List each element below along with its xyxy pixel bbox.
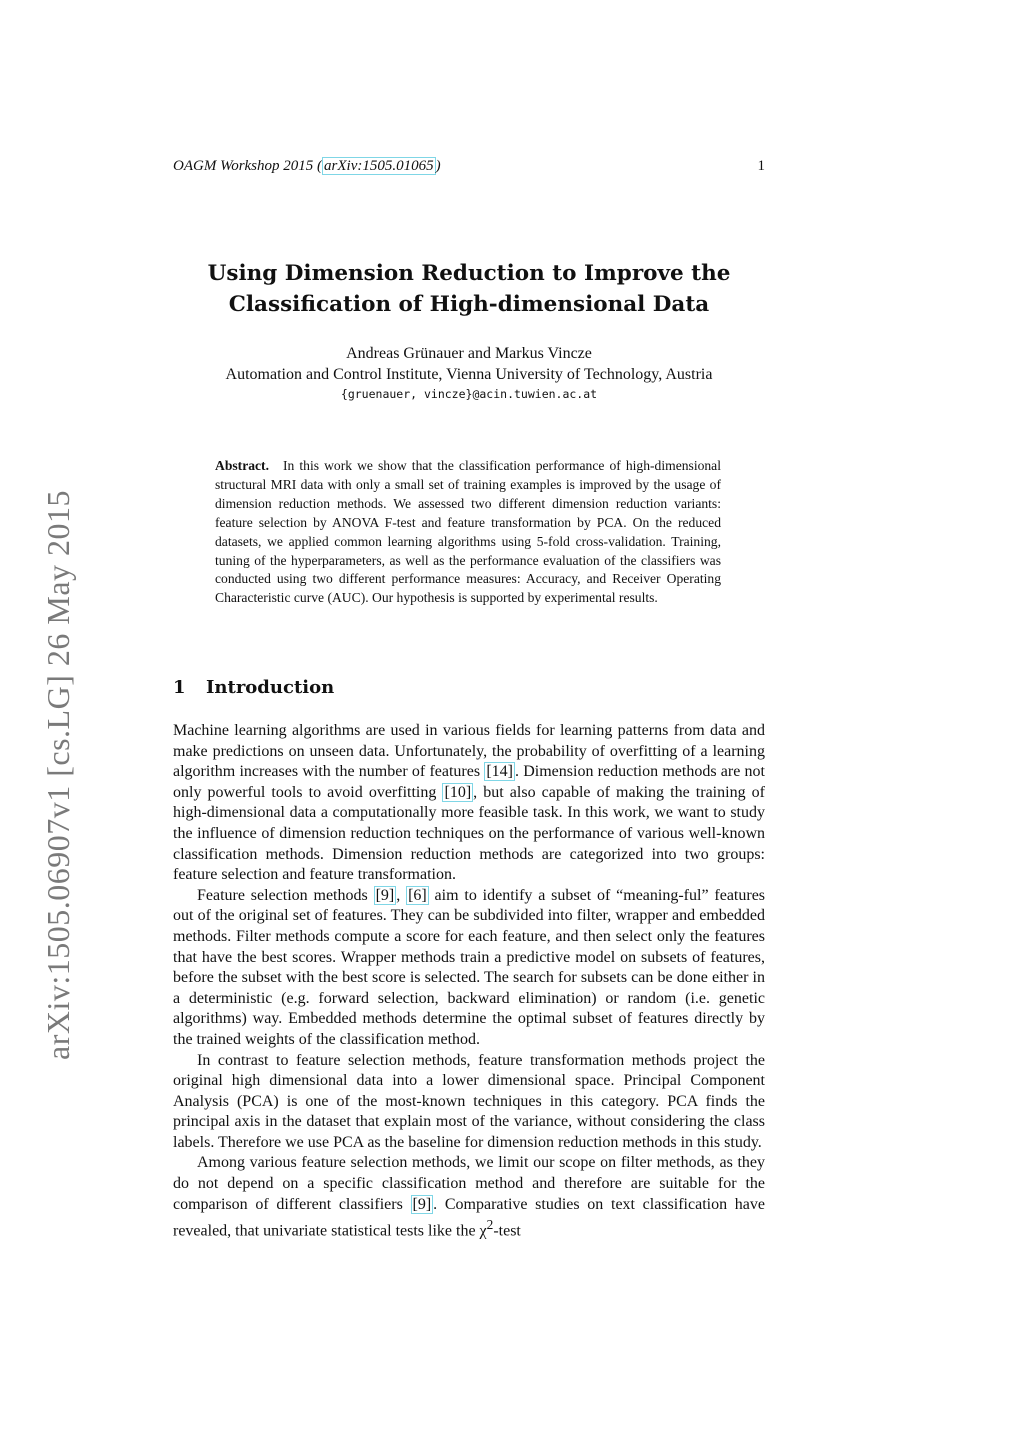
- superscript: 2: [486, 1217, 494, 1233]
- citation-link[interactable]: [9]: [375, 886, 395, 904]
- page-number: 1: [757, 158, 765, 174]
- citation-link[interactable]: [14]: [486, 763, 513, 781]
- arxiv-reference-link[interactable]: arXiv:1505.01065: [324, 158, 434, 174]
- author-names: Andreas Grünauer and Markus Vincze: [346, 345, 592, 362]
- section-title: Introduction: [206, 677, 335, 698]
- abstract-text: In this work we show that the classification performance of high-dimensional structural MRI data with only a small set of training examples is improved by the usage of dimension reduction methods. We assessed two different dimension reduction variants: feature selection by ANOVA F-test and feature transformation by PCA. On the reduced datasets, we applied common learning algorithms using 5-fold cross-validation. Training, tuning of the hyperparameters, as well as the performance evaluation of the classifiers was conducted using two different performance measures: Accuracy, and Receiver Operating Characteristic curve (AUC). Our hypothesis is supported by experimental results.: [215, 458, 721, 606]
- section-body: [173, 721, 765, 1242]
- paragraph-3: In contrast to feature selection methods, feature transformation methods project the original high dimensional data into a lower dimensional space. Principal Component Analysis (PCA) is one of the most-known techniques in this category. PCA finds the principal axis in the dataset that explain most of the variance, without considering the class labels. Therefore we use PCA as the baseline for dimension reduction methods in this study.: [173, 1051, 765, 1151]
- section-heading: [173, 677, 334, 698]
- abstract: [215, 457, 721, 608]
- running-header: [173, 158, 765, 178]
- citation-link[interactable]: [6]: [408, 886, 427, 904]
- abstract-label: Abstract.: [215, 458, 269, 473]
- author-block: [173, 343, 765, 385]
- author-email: {gruenauer, vincze}@acin.tuwien.ac.at: [340, 387, 598, 401]
- section-number: 1: [173, 677, 186, 698]
- citation-link[interactable]: [10]: [444, 783, 472, 801]
- paper-title: [173, 258, 765, 320]
- title-line-2: Classification of High-dimensional Data: [228, 292, 710, 317]
- paragraph-1: Machine learning algorithms are used in various fields for learning patterns from data and make predictions on unseen data. Unfortunately, the probability of overfitting of a learning algorithm increases with the number of features [14] . Dimension reduction methods are not only powerful tools to avoid overfitting [10] , but also capable of making the training of high-dimensional data a computationally more feasible task. In this work, we want to study the influence of dimension reduction techniques on the performance of various well-known classification methods. Dimension reduction methods are categorized into two groups: feature selection and feature transformation.: [173, 722, 766, 884]
- arxiv-identifier-stamp: arXiv:1505.06907v1 [cs.LG] 26 May 2015: [40, 489, 76, 1060]
- venue-label: OAGM Workshop 2015 ( arXiv:1505.01065 ): [173, 158, 441, 174]
- citation-link[interactable]: [9]: [412, 1195, 432, 1213]
- paragraph-2: Feature selection methods [9] , [6] aim to identify a subset of “meaning-ful” features out of the original set of features. They can be subdivided into filter, wrapper and embedded methods. Filter methods compute a score for each feature, and then select only the features that have the best scores. Wrapper methods train a predictive model on subsets of features, before the subset with the best score is selected. The search for subsets can be done either in a deterministic (e.g. forward selection, backward elimination) or random (i.e. genetic algorithms) way. Embedded methods determine the optimal subset of features directly by the trained weights of the classification method.: [173, 886, 766, 1048]
- author-affiliation: Automation and Control Institute, Vienna University of Technology, Austria: [225, 366, 713, 383]
- paragraph-4: Among various feature selection methods, we limit our scope on filter methods, as they do not depend on a specific classification method and therefore are suitable for the comparison of different classifiers [9] . Comparative studies on text classification have revealed, that univariate statistical tests like the $\chi^2$-test: [173, 1154, 765, 1240]
- title-line-1: Using Dimension Reduction to Improve the: [207, 261, 731, 286]
